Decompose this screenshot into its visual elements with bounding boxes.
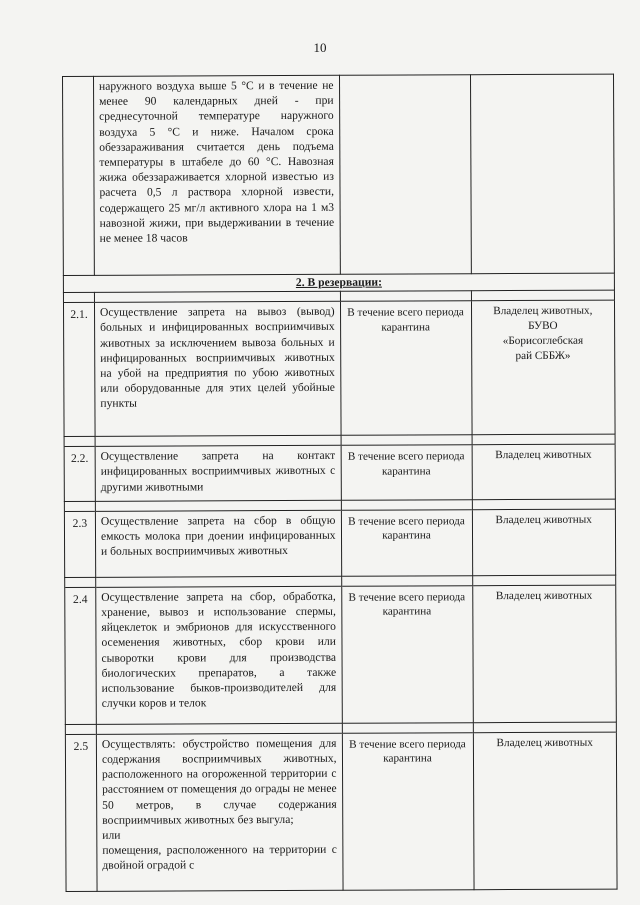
- table-row: [65, 732, 617, 891]
- row-term: В течение всего периода карантина: [341, 445, 472, 500]
- row-number: 2.4: [65, 587, 97, 724]
- row-responsible: [472, 585, 616, 723]
- continuation-term-cell: [339, 75, 471, 275]
- continuation-resp-cell: [470, 74, 614, 274]
- row-responsible: [471, 300, 615, 435]
- responsible-line: Владелец животных: [496, 736, 593, 749]
- page-number: 10: [313, 40, 327, 55]
- row-responsible: [473, 732, 617, 890]
- continuation-num-cell: [63, 76, 95, 275]
- section-title: 2. В резервации:: [295, 275, 382, 289]
- table-row: [65, 585, 617, 724]
- responsible-line: «Борисоглебская: [502, 334, 584, 348]
- quarantine-measures-table: [62, 74, 618, 892]
- row-measure-text: Осуществление запрета на сбор, обработка, хранение, вывоз и использование спермы, яйцеклеток и эмбрионов для искусственного осеменения животных, сбор крови или сыворотки крови для производства биологических препаратов, а также использование быков-производителей для случки коров и телок: [96, 586, 342, 724]
- row-measure-text: [96, 733, 342, 891]
- row-measure-text: Осуществление запрета на контакт инфицированных восприимчивых животных с другими животными: [95, 445, 341, 501]
- row-responsible: [472, 444, 616, 499]
- table-row: [63, 300, 615, 436]
- row-term: В течение всего периода карантина: [340, 301, 472, 436]
- measure-paragraph: Осуществлять: обустройство помещения для содержания восприимчивых животных, расположенного на огороженной территории с расстоянием от помещения до ограды не менее 50 метров, в случае содержания восприимчивых животных без выгула;: [101, 736, 337, 827]
- row-term: В течение всего периода карантина: [341, 510, 472, 577]
- responsible-line: Владелец животных: [495, 513, 592, 526]
- row-number: 2.2.: [64, 447, 95, 502]
- row-number: 2.5: [65, 734, 97, 891]
- responsible-line: рай СББЖ»: [515, 349, 571, 363]
- row-number: 2.3: [64, 511, 95, 577]
- row-responsible: [472, 509, 616, 576]
- row-measure-text: Осуществление запрета на сбор в общую емкость молока при доении инфицированных и больных восприимчивых животных: [95, 510, 341, 577]
- continuation-row: [63, 74, 615, 275]
- row-term: В течение всего периода карантина: [341, 586, 473, 724]
- row-measure-text: Осуществление запрета на вывоз (вывод) больных и инфицированных восприимчивых животных за исключением вывоза больных и инфицированных восприимчивых животных на убой на предприятия по убою животных или оборудованные для этих целей убойные пункты: [94, 301, 340, 436]
- responsible-line: БУВО: [528, 320, 558, 333]
- responsible-line: Владелец животных: [495, 448, 592, 462]
- responsible-line: Владелец животных,: [493, 304, 593, 318]
- row-term: В течение всего периода карантина: [342, 733, 474, 891]
- measure-or: или: [102, 828, 121, 842]
- continuation-text: наружного воздуха выше 5 °С и в течение не менее 90 календарных дней - при среднесуточной температуре наружного воздуха 5 °С и ниже. Началом срока обеззараживания считается день подъема температуры в штабеле до 60 °С. Навозная жижа обеззараживается хлорной известью из расчета 0,5 л раствора хлорной извести, содержащего 25 мг/л активного хлора на 1 м3 навозной жижи, при выдерживании в течение не менее 18 часов: [93, 75, 339, 275]
- table-row: [64, 444, 615, 501]
- table-row: [64, 509, 615, 577]
- responsible-line: Владелец животных: [495, 589, 593, 602]
- measure-paragraph-cont: помещения, расположенного на территории с двойной оградой с: [102, 843, 337, 873]
- row-number: 2.1.: [63, 303, 95, 437]
